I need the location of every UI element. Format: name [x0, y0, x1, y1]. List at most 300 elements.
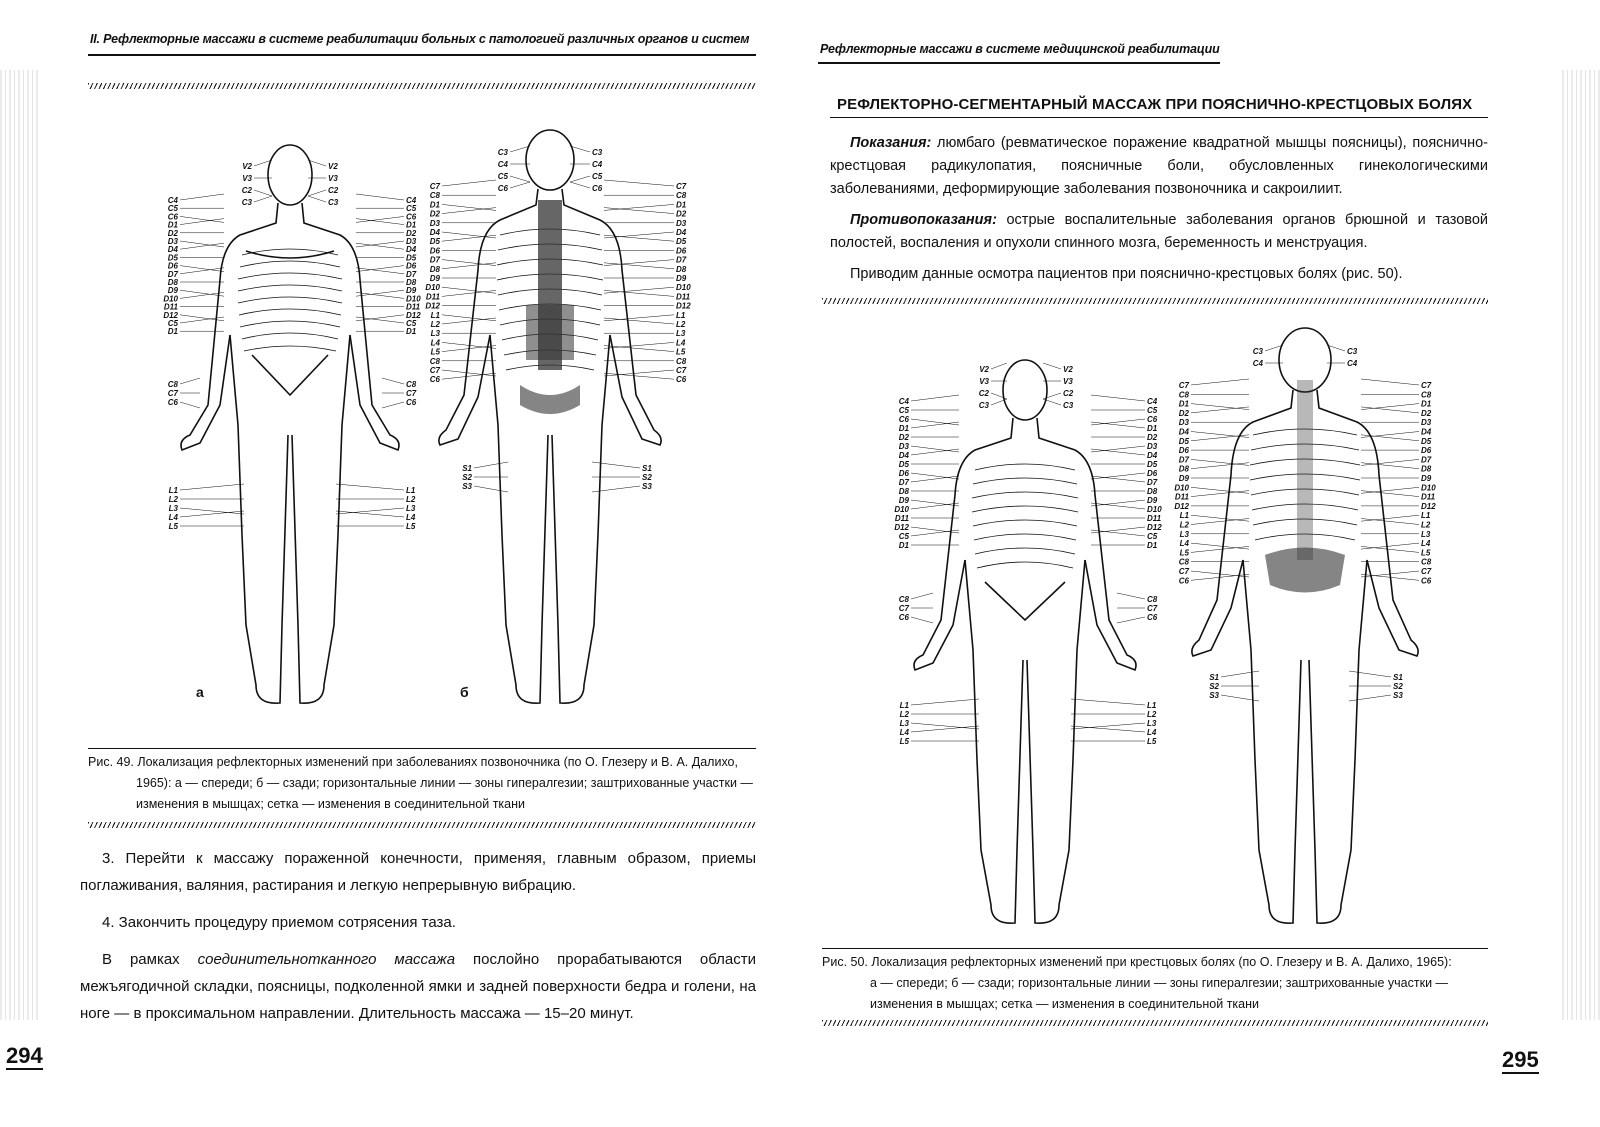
caption-rest: 1965): а — спереди; б — сзади; горизонтальные линии — зоны гипералгезии; заштрихованные участки — изменения в мышцах; сетка — изменения в соединительной ткани	[136, 776, 753, 811]
segment-label: C2	[978, 389, 989, 398]
leader-line	[991, 393, 1007, 399]
segment-label: V2	[242, 162, 252, 171]
segment-label: C6	[167, 212, 178, 222]
segment-label: C5	[1147, 406, 1158, 415]
segment-label: C8	[1178, 390, 1189, 400]
segment-label: L1	[430, 310, 440, 320]
caption-first-line: Локализация рефлекторных изменений при крестцовых болях (по О. Глезеру и В. А. Далихо, 1965):	[871, 955, 1452, 969]
segment-label: L5	[899, 737, 909, 746]
leader-line	[1349, 695, 1391, 701]
segment-label: D7	[429, 255, 440, 265]
segment-label: D3	[1421, 418, 1432, 428]
exam-paragraph: Приводим данные осмотра пациентов при пояснично-крестцовых болях (рис. 50).	[850, 266, 1403, 282]
segment-label: C6	[497, 184, 508, 193]
segment-label: L4	[1147, 728, 1157, 737]
back-muscle-hatching	[520, 200, 580, 414]
segment-label: L1	[676, 310, 686, 320]
leader-line	[604, 370, 674, 376]
segment-label: D1	[1178, 399, 1189, 409]
right-page	[800, 0, 1600, 1127]
segment-label: C6	[898, 613, 909, 622]
leader-line	[1091, 476, 1145, 482]
leader-line	[442, 260, 496, 266]
segment-label: D9	[406, 286, 417, 296]
segment-label: D3	[1178, 418, 1189, 428]
leader-line	[254, 190, 272, 196]
leader-line	[1191, 404, 1249, 410]
segment-label: C6	[676, 375, 687, 385]
leader-line	[442, 235, 496, 241]
segment-label: D12	[1147, 523, 1162, 532]
segment-label: C6	[406, 398, 417, 407]
caption-label: Рис. 49.	[88, 755, 134, 769]
leader-line	[474, 462, 508, 468]
segment-label: D4	[406, 245, 417, 255]
leader-line	[1361, 459, 1419, 465]
leader-line	[1361, 404, 1419, 410]
caption-rule-right	[822, 948, 1488, 949]
segment-label: C7	[1147, 604, 1158, 613]
segment-label: D2	[676, 209, 687, 219]
segment-label: D12	[676, 301, 691, 311]
segment-label: L5	[168, 522, 178, 531]
leader-line	[592, 462, 640, 468]
segment-label: D9	[429, 274, 440, 283]
segment-label: C6	[1421, 576, 1432, 586]
segment-label: D3	[429, 218, 440, 228]
segment-label: D11	[676, 292, 691, 302]
segment-label: D4	[898, 451, 909, 460]
leader-line	[604, 208, 674, 214]
segment-label: C7	[1421, 381, 1432, 390]
segment-label: C8	[167, 380, 178, 389]
segment-label: C5	[406, 204, 417, 214]
segment-label: L5	[676, 347, 686, 357]
segment-label: C8	[676, 356, 687, 366]
leader-line	[604, 204, 674, 210]
leader-line	[382, 378, 404, 384]
segment-label: S1	[462, 464, 472, 473]
figure-49-body-diagram	[160, 105, 700, 730]
leader-line	[911, 500, 959, 506]
segment-label: D8	[1178, 464, 1189, 474]
segment-label: D5	[406, 253, 417, 263]
segment-label: S3	[1209, 691, 1219, 700]
figure-49-letter-a: а	[196, 684, 204, 700]
leader-line	[510, 182, 530, 188]
leader-line	[1043, 363, 1061, 369]
leader-line	[1071, 699, 1145, 705]
segment-label: C7	[676, 182, 687, 191]
segment-label: D10	[1147, 505, 1162, 514]
segment-label: L2	[899, 710, 909, 719]
segment-label: D1	[1147, 424, 1158, 433]
leader-line	[336, 508, 404, 514]
leader-line	[180, 378, 200, 384]
leader-line	[1091, 395, 1145, 401]
caption-rest: а — спереди; б — сзади; горизонтальные линии — зоны гипералгезии; заштрихованные участки — изменения в мышцах; сетка — изменения в соединительной ткани	[870, 976, 1449, 1011]
leader-line	[604, 315, 674, 321]
running-header-left: II. Рефлекторные массажи в системе реабилитации больных с патологией различных органов и систем	[90, 32, 750, 46]
segment-label: D12	[425, 301, 440, 311]
back-muscle-hatching	[1265, 380, 1345, 593]
segment-label: D6	[167, 261, 178, 271]
leader-line	[604, 290, 674, 296]
leader-line	[442, 232, 496, 238]
leader-line	[180, 484, 244, 490]
segment-label: C4	[898, 397, 909, 406]
segment-label: D4	[1421, 427, 1432, 437]
segment-label: L1	[406, 486, 416, 495]
segment-label: D8	[167, 278, 178, 287]
segment-label: D7	[1178, 455, 1189, 465]
figure-49-letter-b: б	[460, 684, 469, 700]
segment-label: D7	[1147, 478, 1158, 487]
segment-label: C3	[497, 148, 508, 157]
segment-label: C8	[898, 595, 909, 604]
segment-label: C8	[1421, 557, 1432, 567]
leader-line	[911, 617, 933, 623]
segment-label: V3	[328, 174, 338, 183]
segment-label: C5	[167, 204, 178, 214]
segment-label: C7	[1178, 567, 1189, 576]
segment-label: D3	[898, 442, 909, 451]
segment-label: D6	[406, 261, 417, 271]
segment-label: D7	[406, 269, 417, 279]
segment-label: C3	[241, 198, 252, 207]
front-hyperalgesia-lines	[238, 249, 342, 351]
segment-label: D6	[1421, 446, 1432, 456]
leader-line	[1191, 435, 1249, 441]
segment-label: C6	[1178, 576, 1189, 586]
segment-label: C4	[1252, 359, 1263, 368]
leader-line	[356, 194, 404, 200]
leader-line	[1191, 463, 1249, 469]
leader-line	[1091, 449, 1145, 455]
leader-line	[1091, 419, 1145, 425]
segment-label: D6	[1147, 469, 1158, 478]
segment-label: V2	[979, 365, 989, 374]
segment-label: L3	[1179, 529, 1189, 539]
segment-label: C3	[328, 198, 339, 207]
hatch-rule-mid-left	[88, 822, 756, 828]
leader-line	[442, 208, 496, 214]
segment-label: D10	[1421, 483, 1436, 493]
leader-line	[570, 176, 590, 182]
segment-label: D2	[1147, 433, 1158, 442]
segment-label: L4	[676, 338, 686, 348]
segment-label: D6	[429, 246, 440, 256]
segment-label: L3	[406, 504, 416, 513]
segment-label: C8	[1178, 557, 1189, 567]
leader-line	[911, 422, 959, 428]
segment-label: L1	[168, 486, 178, 495]
leader-line	[911, 699, 979, 705]
segment-label: L2	[1179, 520, 1189, 530]
leader-line	[308, 190, 326, 196]
segment-label: C4	[167, 196, 178, 205]
scan-edge-left	[0, 70, 38, 1020]
segment-label: L2	[406, 495, 416, 504]
segment-label: D8	[676, 264, 687, 274]
leader-line	[1091, 446, 1145, 452]
segment-label: S2	[642, 473, 652, 482]
leader-line	[442, 315, 496, 321]
segment-label: C8	[676, 191, 687, 201]
segment-label: D1	[1421, 399, 1432, 409]
segment-label: C3	[1347, 347, 1358, 356]
segment-label: L4	[899, 728, 909, 737]
segment-label: D4	[167, 245, 178, 255]
leader-line	[1361, 515, 1419, 521]
leader-line	[604, 373, 674, 379]
segment-label: L3	[899, 719, 909, 728]
leader-line	[911, 395, 959, 401]
segment-label: L1	[1421, 511, 1431, 521]
segment-label: D6	[1178, 446, 1189, 456]
figure-49-caption	[88, 752, 756, 815]
segment-label: S2	[462, 473, 472, 482]
segment-label: D8	[898, 487, 909, 496]
segment-label: L3	[1421, 529, 1431, 539]
segment-label: D10	[406, 294, 421, 304]
leader-line	[1191, 519, 1249, 525]
leader-line	[1361, 519, 1419, 525]
segment-label: L1	[1147, 701, 1157, 710]
segment-label: D8	[1147, 487, 1158, 496]
page-number-right: 295	[1502, 1047, 1539, 1072]
leader-line	[180, 402, 200, 408]
leader-line	[180, 511, 244, 517]
segment-label: C4	[1147, 397, 1158, 406]
caption-label: Рис. 50.	[822, 955, 868, 969]
segment-label: D1	[898, 424, 909, 433]
segment-label: D11	[163, 302, 178, 312]
leader-line	[1191, 491, 1249, 497]
segment-label: D12	[406, 310, 421, 320]
leader-line	[1191, 543, 1249, 549]
leader-line	[911, 449, 959, 455]
leader-line	[1361, 435, 1419, 441]
leader-line	[570, 182, 590, 188]
segment-label: D11	[1174, 492, 1189, 502]
leader-line	[442, 370, 496, 376]
segment-label: C8	[429, 191, 440, 201]
front-body-outline	[181, 145, 399, 703]
page-number-left: 294	[6, 1043, 43, 1068]
segment-label: D11	[894, 514, 909, 523]
leader-line	[442, 263, 496, 269]
leader-line	[1091, 473, 1145, 479]
segment-label: D2	[898, 433, 909, 442]
leader-line	[1091, 422, 1145, 428]
paragraph-step-4: 4. Закончить процедуру приемом сотрясения таза.	[102, 914, 456, 931]
segment-label: D1	[429, 200, 440, 210]
leader-line	[991, 363, 1007, 369]
segment-label: C6	[1147, 613, 1158, 622]
segment-label: L3	[1147, 719, 1157, 728]
segment-label: D1	[167, 220, 178, 230]
segment-label: L4	[1421, 539, 1431, 549]
leader-line	[1191, 487, 1249, 493]
segment-label: C6	[1147, 415, 1158, 424]
segment-label: D10	[676, 283, 691, 293]
segment-label: C7	[406, 389, 417, 398]
segment-label: C2	[1063, 389, 1074, 398]
front-body-outline	[914, 360, 1136, 923]
segment-label: C4	[1347, 359, 1358, 368]
segment-label: C7	[1421, 567, 1432, 576]
segment-label: D2	[167, 228, 178, 238]
segment-label: D1	[406, 220, 417, 230]
leader-line	[1361, 543, 1419, 549]
segment-label: L4	[1179, 539, 1189, 549]
leader-line	[1191, 546, 1249, 552]
leader-line	[510, 176, 530, 182]
leader-line	[604, 342, 674, 348]
leader-line	[1071, 726, 1145, 732]
segment-label: L5	[1421, 548, 1431, 558]
segment-label: D3	[167, 237, 178, 246]
running-header-right: Рефлекторные массажи в системе медицинской реабилитации	[820, 42, 1220, 56]
segment-label: C6	[592, 184, 603, 193]
section-title: РЕФЛЕКТОРНО-СЕГМЕНТАРНЫЙ МАССАЖ ПРИ ПОЯСНИЧНО-КРЕСТЦОВЫХ БОЛЯХ	[837, 96, 1473, 113]
segment-label: D5	[676, 237, 687, 247]
segment-label: C8	[429, 356, 440, 366]
segment-label: C4	[497, 160, 508, 169]
segment-label: L2	[1147, 710, 1157, 719]
caption-rule-left	[88, 748, 756, 749]
leader-line	[604, 346, 674, 352]
segment-label: C7	[898, 604, 909, 613]
segment-label: D11	[1147, 514, 1162, 523]
segment-label: C7	[167, 389, 178, 398]
hatch-rule-bottom-right	[822, 1020, 1488, 1026]
segment-label: D3	[676, 218, 687, 228]
contraindications-paragraph: Противопоказания: острые воспалительные заболевания органов брюшной и тазовой полостей, воспаления и опухоли спинного мозга, беременность и менструация.	[830, 212, 1488, 251]
segment-label: C2	[328, 186, 339, 195]
segment-label: L2	[1421, 520, 1431, 530]
segment-label: C6	[167, 398, 178, 407]
segment-label: C4	[406, 196, 417, 205]
leader-line	[1361, 546, 1419, 552]
header-rule-left	[88, 54, 756, 56]
leader-line	[442, 204, 496, 210]
paragraph-connective-massage: В рамках соединительнотканного массажа послойно прорабатываются области межъягодичной складки, поясницы, подколенной ямки и задней поверхности бедра и голени, на ноге — в проксимальном направлении. Длительность массажа — 15–20 минут.	[80, 951, 756, 1022]
segment-label: C5	[898, 532, 909, 541]
segment-label: L4	[406, 513, 416, 522]
segment-label: D2	[429, 209, 440, 219]
hatch-rule-top-left	[88, 83, 756, 89]
segment-label: D4	[429, 228, 440, 237]
segment-label: D11	[1421, 492, 1436, 502]
segment-label: L3	[430, 329, 440, 339]
segment-label: D4	[1178, 427, 1189, 437]
segment-label: L4	[168, 513, 178, 522]
leader-line	[1091, 500, 1145, 506]
leader-line	[1361, 379, 1419, 385]
segment-label: C7	[676, 366, 687, 375]
leader-line	[336, 484, 404, 490]
segment-label: D12	[894, 523, 909, 532]
segment-label: C2	[241, 186, 252, 195]
segment-label: D1	[167, 327, 178, 337]
leader-line	[336, 511, 404, 517]
segment-label: D10	[425, 283, 440, 293]
leader-line	[911, 503, 959, 509]
figure-50-segment-labels	[894, 345, 1436, 746]
segment-label: D9	[898, 496, 909, 505]
segment-label: L5	[406, 522, 416, 531]
segment-label: C5	[1147, 532, 1158, 541]
segment-label: D10	[1174, 483, 1189, 493]
leader-line	[442, 373, 496, 379]
leader-line	[911, 419, 959, 425]
segment-label: D1	[676, 200, 687, 210]
segment-label: D12	[1421, 501, 1436, 511]
segment-label: D5	[429, 237, 440, 247]
segment-label: V3	[242, 174, 252, 183]
indications-paragraph: Показания: люмбаго (ревматическое поражение квадратной мышцы поясницы), пояснично-крестцовая радикулопатия, поясничные боли, обусловленных гинекологическими заболеваниями, деформирующие заболевания позвоночника и сакроилиит.	[830, 135, 1488, 197]
segment-label: S3	[1393, 691, 1403, 700]
leader-line	[442, 290, 496, 296]
leader-line	[911, 723, 979, 729]
segment-label: D2	[1421, 408, 1432, 418]
segment-label: D7	[898, 478, 909, 487]
leader-line	[1361, 487, 1419, 493]
segment-label: D3	[1147, 442, 1158, 451]
segment-label: L1	[1179, 511, 1189, 521]
segment-label: D1	[1147, 541, 1158, 550]
segment-label: C8	[1421, 390, 1432, 400]
segment-label: S2	[1209, 682, 1219, 691]
segment-label: C6	[429, 375, 440, 385]
leader-line	[911, 593, 933, 599]
leader-line	[442, 287, 496, 293]
segment-label: C7	[1178, 381, 1189, 390]
segment-label: D7	[676, 255, 687, 265]
leader-line	[1349, 671, 1391, 677]
segment-label: D9	[1421, 474, 1432, 483]
segment-label: S2	[1393, 682, 1403, 691]
segment-label: S3	[642, 482, 652, 491]
segment-label: D1	[898, 541, 909, 550]
segment-label: D6	[676, 246, 687, 256]
segment-label: V2	[1063, 365, 1073, 374]
left-body-text	[80, 845, 756, 1037]
segment-label: L2	[676, 320, 686, 329]
segment-label: C6	[406, 212, 417, 222]
leader-line	[1117, 617, 1145, 623]
segment-label: S3	[462, 482, 472, 491]
segment-label: D6	[898, 469, 909, 478]
leader-line	[604, 287, 674, 293]
leader-line	[254, 196, 272, 202]
segment-label: L2	[168, 495, 178, 504]
segment-label: V3	[1063, 377, 1073, 386]
segment-label: C5	[898, 406, 909, 415]
segment-label: D5	[1178, 436, 1189, 446]
segment-label: D9	[1147, 496, 1158, 505]
leader-line	[604, 318, 674, 324]
hatch-rule-top-right	[822, 298, 1488, 304]
leader-line	[911, 446, 959, 452]
leader-line	[1191, 379, 1249, 385]
leader-line	[604, 260, 674, 266]
leader-line	[1191, 459, 1249, 465]
leader-line	[1117, 593, 1145, 599]
title-rule	[830, 117, 1488, 118]
